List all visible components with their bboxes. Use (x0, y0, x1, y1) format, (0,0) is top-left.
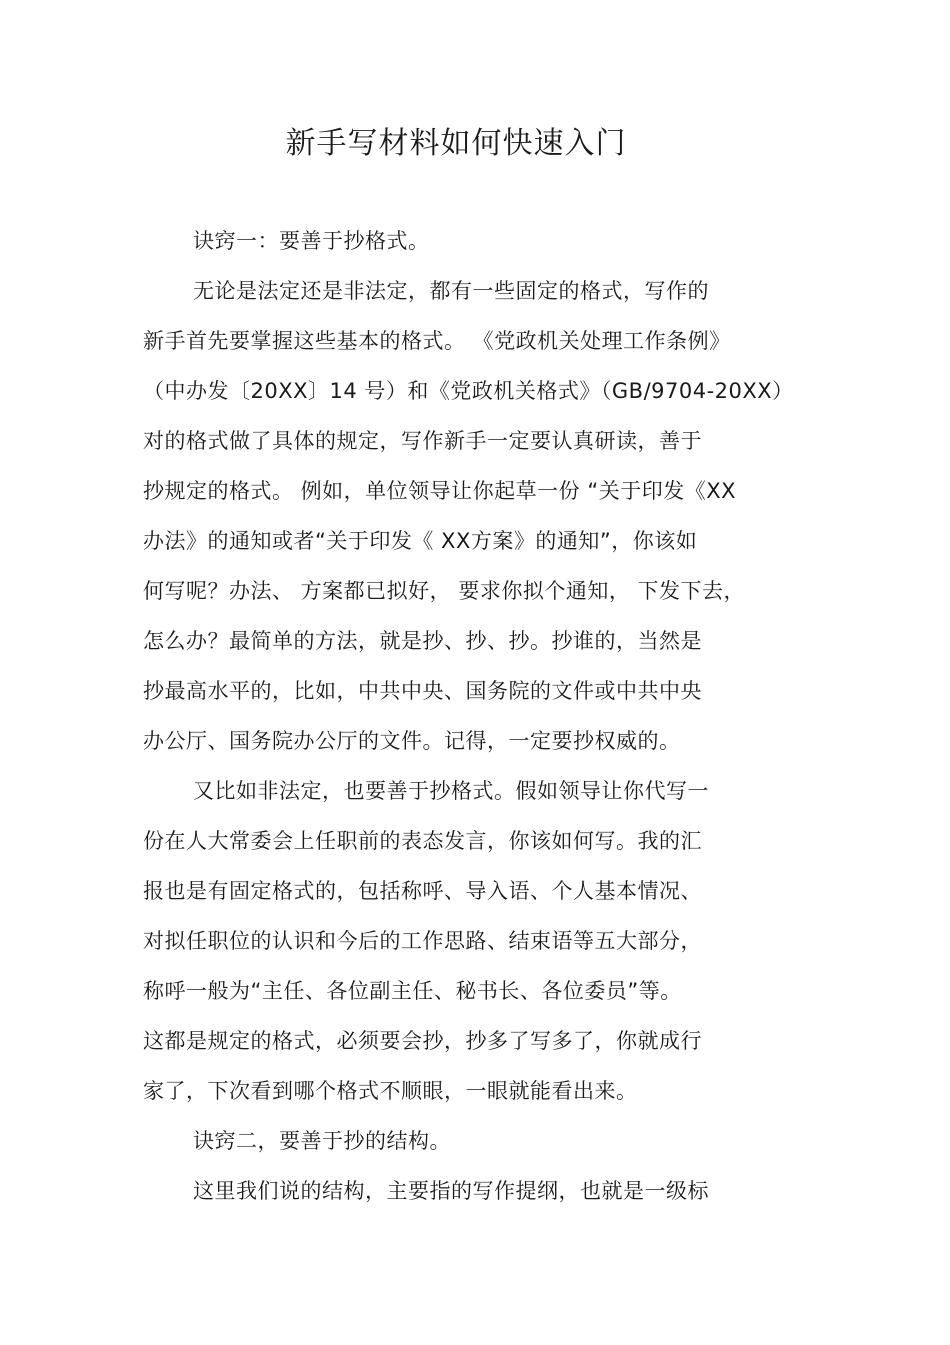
text-line: 抄规定的格式。 例如，单位领导让你起草一份 “关于印发《XX (143, 479, 737, 503)
document-title: 新手写材料如何快速入门 (285, 126, 627, 161)
text-line: 何写呢？办法、 方案都已拟好， 要求你拟个通知， 下发下去， (143, 579, 746, 603)
text-line: 报也是有固定格式的，包括称呼、导入语、个人基本情况、 (143, 879, 702, 903)
text-line: 无论是法定还是非法定，都有一些固定的格式，写作的 (193, 279, 709, 303)
text-line: 抄最高水平的，比如，中共中央、国务院的文件或中共中央 (143, 679, 702, 703)
text-line: 家了，下次看到哪个格式不顺眼，一眼就能看出来。 (143, 1079, 638, 1103)
text-line: 份在人大常委会上任职前的表态发言，你该如何写。我的汇 (143, 829, 702, 853)
text-line: 怎么办？最简单的方法，就是抄、抄、抄。抄谁的，当然是 (143, 629, 702, 653)
paragraph-heading-2: 诀窍二，要善于抄的结构。 (193, 1129, 451, 1153)
text-line: 这里我们说的结构，主要指的写作提纲，也就是一级标 (193, 1179, 709, 1203)
text-line: 又比如非法定，也要善于抄格式。假如领导让你代写一 (193, 779, 709, 803)
text-line: 这都是规定的格式，必须要会抄，抄多了写多了，你就成行 (143, 1029, 702, 1053)
text-line: 新手首先要掌握这些基本的格式。 《党政机关处理工作条例》 (143, 329, 731, 353)
text-line: 办公厅、国务院办公厅的文件。记得，一定要抄权威的。 (143, 729, 681, 753)
text-line: 对拟任职位的认识和今后的工作思路、结束语等五大部分， (143, 929, 702, 953)
text-line: 对的格式做了具体的规定，写作新手一定要认真研读，善于 (143, 429, 702, 453)
text-line: 办法》的通知或者“关于印发《 XX方案》的通知”，你该如 (143, 529, 698, 553)
text-line: 称呼一般为“主任、各位副主任、秘书长、各位委员”等。 (143, 979, 682, 1003)
paragraph-heading-1: 诀窍一：要善于抄格式。 (193, 229, 430, 253)
text-line: （中办发〔20XX〕14 号）和《党政机关格式》（GB/9704-20XX） (143, 379, 794, 403)
